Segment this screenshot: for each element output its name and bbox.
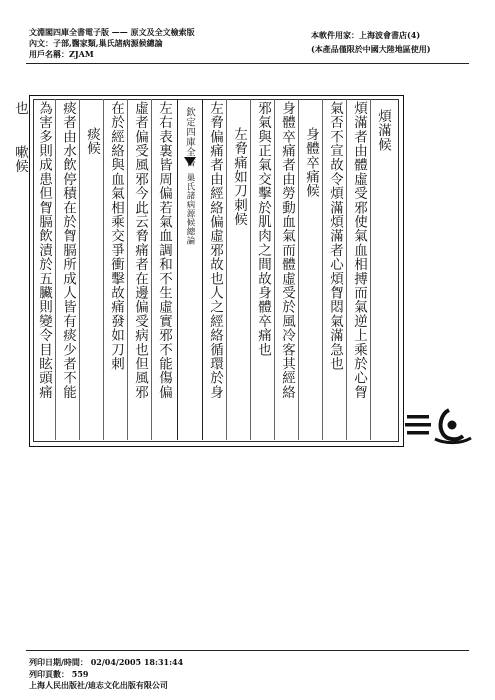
text-column: 也 (12, 101, 28, 116)
text-column: 左脅偏痛者由經絡偏虛邪故也人之經絡循環於身 (207, 101, 223, 400)
column-rule (346, 99, 347, 440)
manuscript-page (12, 95, 404, 450)
publisher-seal-icon (405, 398, 473, 446)
book-subtitle: 巢氏諸病源候總論 (185, 173, 195, 245)
fold-center-strip (177, 99, 203, 440)
text-column: 身體卒痛候 (303, 127, 319, 198)
column-rule (79, 99, 80, 440)
text-column: 氣否不宣故令煩滿煩滿者心煩胷悶氣滿急也 (327, 101, 343, 371)
column-rule (103, 99, 104, 440)
licensee: 本軟件用家：上海波會書店(4) (311, 30, 421, 40)
document-footer (29, 657, 183, 692)
text-column: 煩滿者由體虛受邪使氣血相搏而氣逆上乘於心胷 (351, 101, 367, 400)
column-rule (226, 99, 227, 440)
text-column: 為害多則成患但胷膈飲漬於五臟則變令目眩頭痛 (36, 101, 52, 400)
fishtail-mark (184, 157, 196, 166)
column-rule (370, 99, 371, 440)
print-pages: 列印頁數： 559 (29, 668, 89, 679)
product-title: 文淵閣四庫全書電子版 —— 原文及全文檢索版 (29, 27, 195, 37)
text-column: 煩滿候 (375, 109, 391, 152)
column-rule (298, 99, 299, 440)
publisher-name: 上海人民出版社/迪志文化出版有限公司 (29, 680, 168, 690)
user-name: 用戶名稱：ZJAM (29, 49, 94, 59)
column-rule (322, 99, 323, 440)
column-rule (127, 99, 128, 440)
footer-rule (26, 650, 469, 651)
text-column: 痰者由水飲停積在於胷膈所成人皆有痰少者不能 (60, 101, 76, 400)
column-rule (151, 99, 152, 440)
text-column: 左脅痛如刀刺候 (231, 127, 247, 227)
text-column: 虛者偏受風邪今此云脅痛者在邊偏受病也但風邪 (132, 101, 148, 400)
text-column: 痰候 (84, 127, 100, 156)
document-header (29, 27, 195, 60)
column-rule (55, 99, 56, 440)
column-rule (250, 99, 251, 440)
book-title: 欽定四庫全書 (184, 107, 195, 167)
text-column: 在於經絡與血氣相乘交爭衝擊故痛發如刀刺 (108, 101, 124, 371)
text-column: 邪氣與正氣交擊於肌肉之間故身體卒痛也 (255, 101, 271, 357)
content-path: 內文：子部,醫家類,巢氏諸病源候總論 (29, 38, 163, 48)
usage-restriction: (本產品僅限於中國大陸地區使用) (311, 44, 431, 54)
print-date: 列印日期/時間： 02/04/2005 18:31:44 (29, 657, 184, 667)
text-column: 嗽候 (12, 145, 28, 174)
text-column: 身體卒痛者由勞動血氣而體虛受於風冷客其經絡 (279, 101, 295, 400)
header-rule (26, 63, 469, 64)
license-info (311, 30, 431, 55)
column-rule (274, 99, 275, 440)
text-column: 左右表裏皆周偏若氣血調和不生虛實邪不能傷偏 (156, 101, 172, 400)
